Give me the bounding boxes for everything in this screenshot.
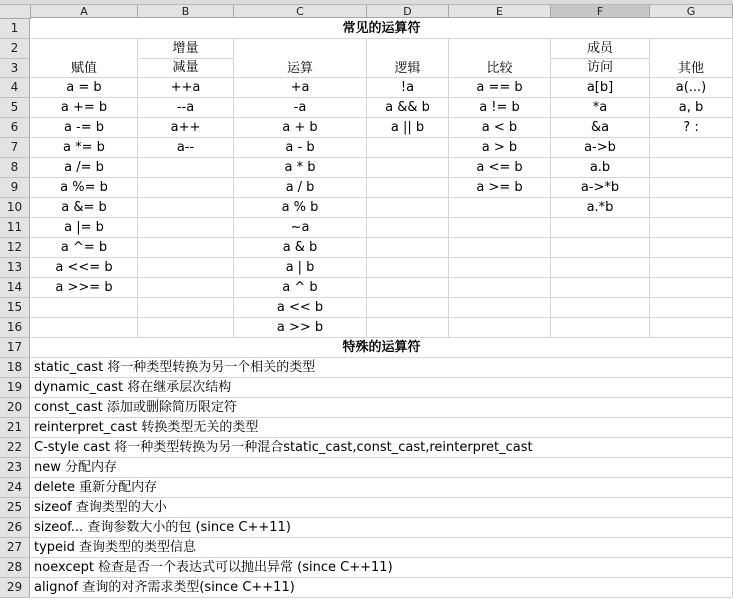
other-operator[interactable]: a, b [678,100,704,115]
special-operator-row[interactable]: C-style cast 将一种类型转换为另一种混合static_cast,const_cast,reinterpret_cast [34,440,533,455]
comparison-operator[interactable]: a > b [481,140,518,155]
row-header-11[interactable]: 11 [0,218,30,238]
row-header-17[interactable]: 17 [0,338,30,358]
header-a[interactable]: 赋值 [70,61,97,76]
assignment-operator[interactable]: a -= b [63,120,105,135]
row-header-5[interactable]: 5 [0,98,30,118]
incdec-operator[interactable]: ++a [170,80,201,95]
arithmetic-operator[interactable]: a | b [285,260,315,275]
header-member-bottom[interactable]: 访问 [586,60,613,75]
column-header-b[interactable]: B [138,5,234,18]
assignment-operator[interactable]: a /= b [64,160,104,175]
special-operator-row[interactable]: sizeof 查询类型的大小 [34,500,167,515]
header-incdec-bottom[interactable]: 减量 [172,60,199,75]
row-header-8[interactable]: 8 [0,158,30,178]
comparison-operator[interactable]: a <= b [476,160,523,175]
grid-hline [31,317,733,318]
arithmetic-operator[interactable]: a & b [282,240,318,255]
header-e[interactable]: 比较 [486,61,513,76]
row-header-22[interactable]: 22 [0,438,30,458]
assignment-operator[interactable]: a >>= b [55,280,113,295]
header-g[interactable]: 其他 [677,61,704,76]
column-header-d[interactable]: D [367,5,449,18]
row-header-14[interactable]: 14 [0,278,30,298]
assignment-operator[interactable]: a %= b [60,180,108,195]
arithmetic-operator[interactable]: a % b [281,200,319,215]
grid-hline [31,597,733,598]
row-header-27[interactable]: 27 [0,538,30,558]
row-header-10[interactable]: 10 [0,198,30,218]
other-operator[interactable]: ? : [683,120,699,135]
special-operator-row[interactable]: static_cast 将一种类型转换为另一个相关的类型 [34,360,316,375]
member-operator[interactable]: *a [592,100,608,115]
row-header-19[interactable]: 19 [0,378,30,398]
assignment-operator[interactable]: a += b [60,100,108,115]
member-operator[interactable]: &a [590,120,610,135]
row-header-2[interactable]: 2 [0,39,30,59]
header-d[interactable]: 逻辑 [394,61,421,76]
column-header-e[interactable]: E [449,5,551,18]
assignment-operator[interactable]: a |= b [64,220,104,235]
logical-operator[interactable]: a && b [385,100,430,115]
row-header-4[interactable]: 4 [0,78,30,98]
row-header-21[interactable]: 21 [0,418,30,438]
header-incdec-top[interactable]: 增量 [172,41,199,56]
row-header-16[interactable]: 16 [0,318,30,338]
row-header-20[interactable]: 20 [0,398,30,418]
title-common-operators[interactable]: 常见的运算符 [342,21,421,36]
title-special-operators[interactable]: 特殊的运算符 [342,340,421,355]
incdec-operator[interactable]: a-- [176,140,195,155]
member-operator[interactable]: a.b [589,160,611,175]
comparison-operator[interactable]: a < b [481,120,518,135]
special-operator-row[interactable]: sizeof... 查询参数大小的包 (since C++11) [34,520,291,535]
special-operator-row[interactable]: noexcept 检查是否一个表达式可以抛出异常 (since C++11) [34,560,393,575]
row-header-24[interactable]: 24 [0,478,30,498]
assignment-operator[interactable]: a <<= b [55,260,113,275]
row-header-26[interactable]: 26 [0,518,30,538]
row-header-12[interactable]: 12 [0,238,30,258]
row-header-7[interactable]: 7 [0,138,30,158]
other-operator[interactable]: a(...) [675,80,707,95]
row-header-9[interactable]: 9 [0,178,30,198]
row-header-29[interactable]: 29 [0,578,30,598]
special-operator-row[interactable]: reinterpret_cast 转换类型无关的类型 [34,420,259,435]
member-operator[interactable]: a->b [584,140,616,155]
arithmetic-operator[interactable]: -a [293,100,307,115]
special-operator-row[interactable]: typeid 查询类型的类型信息 [34,540,197,555]
incdec-operator[interactable]: a++ [170,120,201,135]
comparison-operator[interactable]: a != b [479,100,520,115]
comparison-operator[interactable]: a >= b [476,180,523,195]
special-operator-row[interactable]: const_cast 添加或删除简历限定符 [34,400,237,415]
arithmetic-operator[interactable]: a / b [285,180,315,195]
assignment-operator[interactable]: a *= b [63,140,105,155]
row-header-25[interactable]: 25 [0,498,30,518]
row-header-1[interactable]: 1 [0,19,30,39]
assignment-operator[interactable]: a &= b [61,200,107,215]
row-header-6[interactable]: 6 [0,118,30,138]
member-operator[interactable]: a.*b [586,200,614,215]
incdec-operator[interactable]: --a [176,100,195,115]
column-header-f[interactable]: F [551,5,650,18]
select-all-corner[interactable] [0,5,31,19]
special-operator-row[interactable]: delete 重新分配内存 [34,480,158,495]
row-header-3[interactable]: 3 [0,59,30,78]
arithmetic-operator[interactable]: +a [290,80,310,95]
arithmetic-operator[interactable]: a ^ b [282,280,318,295]
member-operator[interactable]: a->*b [580,180,620,195]
arithmetic-operator[interactable]: a >> b [276,320,324,335]
header-member-top[interactable]: 成员 [586,41,613,56]
row-header-23[interactable]: 23 [0,458,30,478]
assignment-operator[interactable]: a = b [66,80,102,95]
logical-operator[interactable]: !a [400,80,415,95]
arithmetic-operator[interactable]: a << b [276,300,324,315]
column-header-a[interactable]: A [31,5,138,18]
arithmetic-operator[interactable]: a - b [285,140,315,155]
arithmetic-operator[interactable]: a * b [284,160,316,175]
column-header-c[interactable]: C [234,5,367,18]
column-header-g[interactable]: G [650,5,733,18]
special-operator-row[interactable]: alignof 查询的对齐需求类型(since C++11) [34,580,295,595]
row-header-18[interactable]: 18 [0,358,30,378]
arithmetic-operator[interactable]: a + b [282,120,318,135]
row-header-28[interactable]: 28 [0,558,30,578]
row-header-15[interactable]: 15 [0,298,30,318]
comparison-operator[interactable]: a == b [476,80,523,95]
member-operator[interactable]: a[b] [586,80,614,95]
logical-operator[interactable]: a || b [390,120,425,135]
arithmetic-operator[interactable]: ~a [290,220,310,235]
grid-hline [31,297,733,298]
special-operator-row[interactable]: dynamic_cast 将在继承层次结构 [34,380,232,395]
special-operator-row[interactable]: new 分配内存 [34,460,118,475]
assignment-operator[interactable]: a ^= b [60,240,108,255]
row-header-13[interactable]: 13 [0,258,30,278]
header-c[interactable]: 运算 [286,61,313,76]
